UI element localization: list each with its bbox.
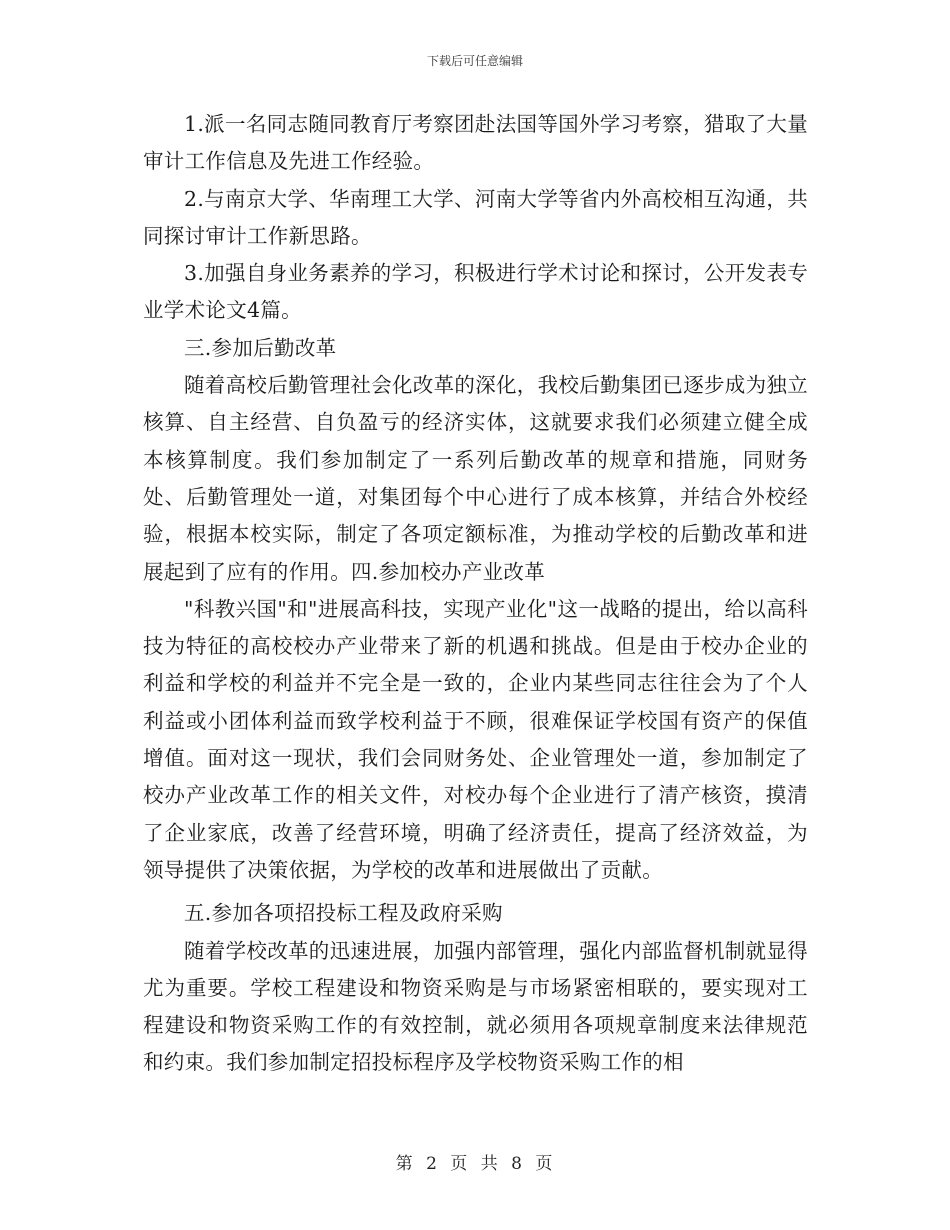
section-heading-3: 三.参加后勤改革 [184, 335, 337, 360]
paragraph-3: 3.加强自身业务素养的学习，积极进行学术讨论和探讨，公开发表专业学术论文4篇。 [143, 261, 808, 323]
page-number: 第 2 页 共 8 页 [395, 1154, 555, 1174]
paragraph-school-industry-reform: "科教兴国"和"进展高科技，实现产业化"这一战略的提出，给以高科技为特征的高校校办产业带来了新的机遇和挑战。但是由于校办企业的利益和学校的利益并不完全是一致的，企业内某些同志往往会为了个人利益或小团体利益而致学校利益于不顾，很难保证学校国有资产的保值增值。面对这一现状，我们会同财务处、企业管理处一道，参加制定了校办产业改革工作的相关文件，对校办每个企业进行了清产核资，摸清了企业家底，改善了经营环境，明确了经济责任，提高了经济效益，为领导提供了决策依据，为学校的改革和进展做出了贡献。 [143, 596, 808, 882]
paragraph-1: 1.派一名同志随同教育厅考察团赴法国等国外学习考察，猎取了大量审计工作信息及先进工作经验。 [143, 112, 808, 174]
paragraph-procurement: 随着学校改革的迅速进展，加强内部管理，强化内部监督机制就显得尤为重要。学校工程建设和物资采购是与市场紧密相联的，要实现对工程建设和物资采购工作的有效控制，就必须用各项规章制度来法律规范和约束。我们参加制定招投标程序及学校物资采购工作的相 [143, 938, 808, 1075]
paragraph-2: 2.与南京大学、华南理工大学、河南大学等省内外高校相互沟通，共同探讨审计工作新思路。 [143, 186, 808, 248]
paragraph-logistics-reform: 随着高校后勤管理社会化改革的深化，我校后勤集团已逐步成为独立核算、自主经营、自负盈亏的经济实体，这就要求我们必须建立健全成本核算制度。我们参加制定了一系列后勤改革的规章和措施，同财务处、后勤管理处一道，对集团每个中心进行了成本核算，并结合外校经验，根据本校实际，制定了各项定额标准，为推动学校的后勤改革和进展起到了应有的作用。四.参加校办产业改革 [143, 373, 808, 584]
section-heading-5: 五.参加各项招投标工程及政府采购 [184, 901, 503, 926]
header-note: 下载后可任意编辑 [426, 54, 523, 68]
document-body [143, 106, 808, 1082]
